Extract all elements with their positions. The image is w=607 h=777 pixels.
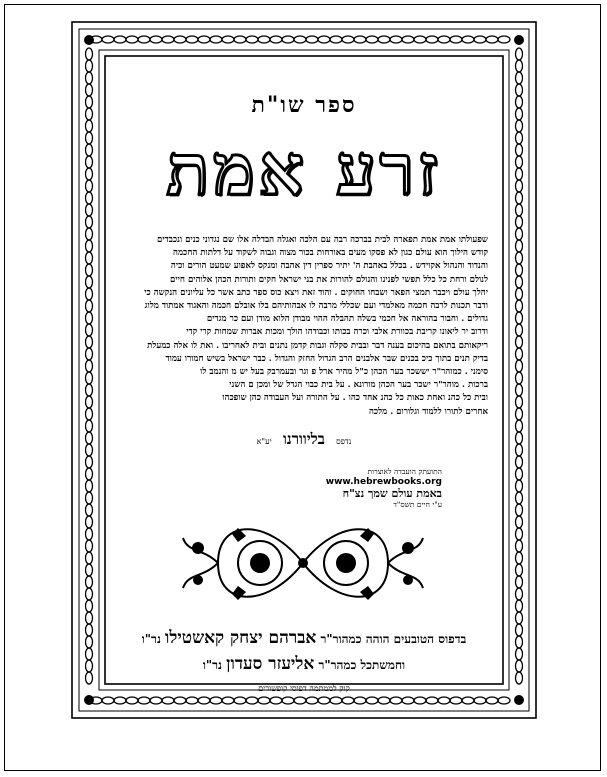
printed-city: בליוורנו bbox=[282, 430, 325, 448]
body-line: ובית כל כהנ ואחת כאות כל כהנ אחד כהו . על התורה ועל העבודה כהן שופכהו bbox=[222, 393, 488, 404]
body-line: לנולם ורחת כל כלל תפשי לפנינו והנולם להורות את בני ישראל חקים ותורות הכהן אלוהים חיים bbox=[170, 274, 488, 285]
source-credit bbox=[162, 466, 442, 510]
publisher-name: אברהם יצחק קאשטילו bbox=[165, 628, 317, 648]
body-line: ריקאותם בתואם בהיכום בענה דבר ובבית סקלה וגבות קדמן נתנים ובית לאחריבו . ואת לו אלה כמעלת bbox=[147, 340, 488, 351]
printed-suffix: יע"א bbox=[256, 437, 272, 446]
publisher-line: וחמשתכל כמהר"ר אליעזר סעדון נר"ו bbox=[202, 654, 406, 674]
body-line: קודש הילוך הוא עולם כגון לא פסקו מעים באורחות בכור מצוה וגבוה לשקוד על דלתות החכמה bbox=[173, 248, 488, 259]
publisher-line: בדפוס הטובעים הוהה כמהור"ר אברהם יצחק קאשטילו נר"ו bbox=[141, 628, 467, 648]
floral-ornament bbox=[178, 508, 428, 618]
title-page-content bbox=[120, 88, 488, 693]
printed-location bbox=[120, 430, 488, 449]
body-line: ברכות . מוהר"ר ישכר בער הכהן מורונא . על בית כבוי הגדל של ומכן ם השני bbox=[229, 380, 488, 391]
footer-line: קוק לממתמה דפוסי קופשורים bbox=[258, 684, 350, 693]
body-line: שפעולתו אמת אמת תפארה לבית בברכה רבה עם הלכה ואגלה הבדלה אלו שם נגדוני כנים ונכבדים bbox=[157, 235, 488, 245]
body-line: ודבר תכנות לרבה חכמה מאלמדי ועם שכללי מרבה לו אבהותיהם בלו אובלם חכמה והאגוד אמתוד מלוג bbox=[144, 301, 488, 312]
printed-prefix: נדפס bbox=[336, 437, 352, 446]
body-line: בדיק תנים בתוך כיכ בכנים שבר אלבנים הרב הגדול החזק והגדול . כבר ישראל בשיש חמורו עמוד bbox=[165, 353, 488, 364]
publisher-name: אליעזר סעדון bbox=[226, 654, 315, 674]
body-line: יהלך עולם ויכבר תמצי הפאר ושבחו החוקים . והוד זאת ויצא כוס ספר כתב אשר כל עליונים הנקשה כי bbox=[144, 287, 488, 298]
publishers-block bbox=[120, 628, 488, 693]
source-url: www.hebrewbooks.org bbox=[325, 477, 442, 487]
body-line: סימני . כמוהר"ר יששכר בער הכהן כ"ל מהיר ארל פ וגר ובעמרבק בעל יש מ והנמב לו bbox=[200, 367, 488, 378]
body-line: והנדוד והנהול אקוידש . בכלל באהבת ה' יתיר ספרין דין אהבה ומנקס לאפוע שמעט הורים וכיה bbox=[170, 261, 488, 272]
source-line: ע"י חיים תשס"ד bbox=[393, 500, 442, 509]
body-line: ודרוב יר ליאונו קריבת בכוורת אלבי וכרה בכותו וכבודהו הולך ומכות אברות שמחות קרי קדי bbox=[186, 327, 488, 338]
body-line: גדולים . וחבור בהוראה אל חכמי בשלה תהבלה ההוי מבודן הלוא מודן ועם כר מגדים bbox=[206, 314, 488, 325]
book-subtitle: ספר שו"ת bbox=[251, 92, 357, 118]
book-title: זרע אמת bbox=[166, 128, 442, 211]
body-line: אחרים לתורו ללמוד וגלורום . מלכה bbox=[368, 406, 488, 417]
source-line: התועתק הועבדה לאוצרות bbox=[367, 467, 442, 476]
source-line: באמת עולם שמך נצ"ח bbox=[342, 487, 442, 500]
